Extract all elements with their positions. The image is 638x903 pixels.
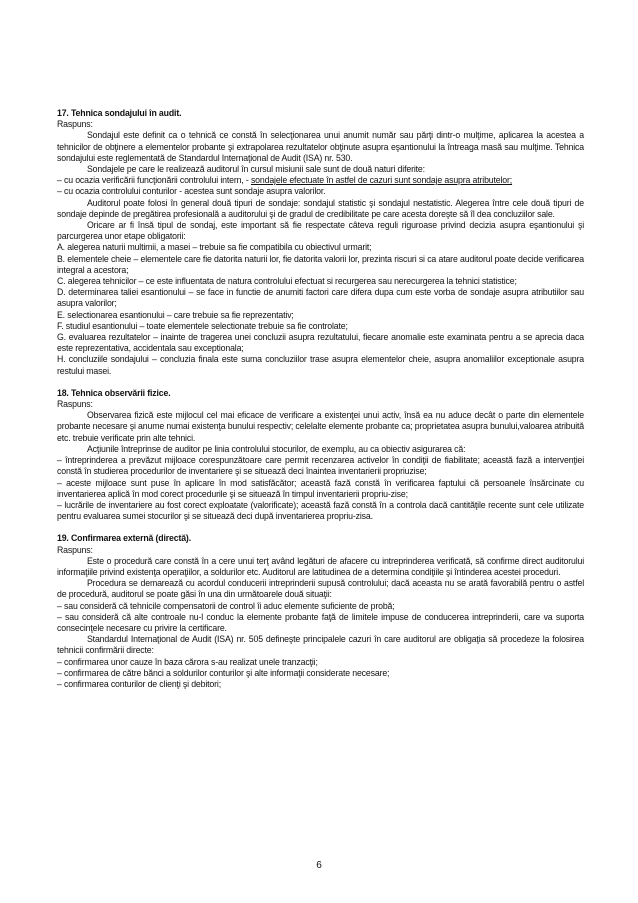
section-19-paragraph-1: Este o procedură care constă în a cere unui terţ având legături de afacere cu intreprinderea verificată, să confirme direct auditorului informaţiile privind existenţa operaţiilor, a soldurilor etc. Auditorul are latitudinea de a determina condiţiile şi întinderea acestei proceduri. <box>57 555 584 577</box>
section-19-title: 19. Confirmarea externă (directă). <box>57 533 191 544</box>
section-19-answer-label: Raspuns: <box>57 544 93 555</box>
section-17-item-f: F. studiul esantionului – toate elementele selectionate trebuie sa fie controlate; <box>57 320 348 331</box>
section-17-underlined-text: sondajele efectuate în astfel de cazuri sunt sondaje asupra atributelor; <box>250 175 513 186</box>
section-18-paragraph-1: Observarea fizică este mijlocul cel mai eficace de verificare a existenţei unui activ, însă ea nu aduce decât o parte din elementele probante necesare şi anume numai existenţa bunului respectiv; celelalte elemente probante ca; proprietatea asupra bunului,valoarea atribuită etc. trebuie verificate prin alte tehnici. <box>57 410 584 443</box>
section-spacer <box>57 522 584 533</box>
section-19-paragraph-5: Standardul Internaţional de Audit (ISA) nr. 505 defineşte principalele cazuri în care auditorul are obligaţia să procedeze la folosirea tehnicii confirmării directe: <box>57 634 584 656</box>
section-17-item-h: H. concluziile sondajului – concluzia finala este suma concluziilor trase asupra elementelor cheie, asupra anomaliilor exceptionale asupra restului masei. <box>57 354 584 376</box>
section-17-paragraph-2: Sondajele pe care le realizează auditorul în cursul misiunii sale sunt de două naturi diferite: <box>87 164 425 175</box>
section-spacer <box>57 377 584 388</box>
section-17-item-c: C. alegerea tehnicilor – ce este influentata de natura controlului efectuat si recurgerea sau nerecurgerea la tehnici statistice; <box>57 276 517 287</box>
section-17-item-b: B. elementele cheie – elementele care fie datorita naturii lor, fie datorita valorii lor, prezinta riscuri si ca atare auditorul poate decide verificarea integral a acestora; <box>57 253 584 275</box>
section-17-paragraph-1: Sondajul este definit ca o tehnică ce constă în selecţionarea unui anumit număr sau părţi dintr-o mulţime, aplicarea la acestea a tehnicilor de obţinere a elementelor probante şi extrapolarea rezultatelor obţinute asupra eşantionului la întreaga masă sau mulţime. Tehnica sondajului este reglementată de Standardul Internaţional de Audit (ISA) nr. 530. <box>57 130 584 163</box>
section-19-paragraph-8: – confirmarea conturilor de clienţi şi debitori; <box>57 678 221 689</box>
section-18-paragraph-2: Acţiunile întreprinse de auditor pe linia controlului stocurilor, de exemplu, au ca obiectiv asigurarea că: <box>87 443 466 454</box>
section-17-item-e: E. selectionarea esantionului – care trebuie sa fie reprezentativ; <box>57 309 294 320</box>
section-19-paragraph-4: – sau consideră că alte controale nu-l conduc la elemente probante faţă de limitele impuse de conducerea intreprinderii, care va suporta consecinţele necesare cu privire la certificare. <box>57 611 584 633</box>
section-17-item-g: G. evaluarea rezultatelor – inainte de tragerea unei concluzii asupra rezultatului, fiecare anomalie este examinata pentru a se aprecia daca este reprezentativa, accidentala sau exceptionala; <box>57 332 584 354</box>
section-17-item-a: A. alegerea naturii multimii, a masei – trebuie sa fie compatibila cu obiectivul urmarit; <box>57 242 372 253</box>
section-17-answer-label: Raspuns: <box>57 119 93 130</box>
section-18-paragraph-4: – aceste mijloace sunt puse în aplicare în mod satisfăcător; această fază constă în verificarea faptului că persoanele însărcinate cu inventarierea aplică în mod corect procedurile şi se situează în timpul inventarierii propriu-zise; <box>57 477 584 499</box>
section-17-paragraph-4: – cu ocazia controlului conturilor - acestea sunt sondaje asupra valorilor. <box>57 186 326 197</box>
section-17-title: 17. Tehnica sondajului în audit. <box>57 108 182 118</box>
section-18-paragraph-3: – întreprinderea a prevăzut mijloace corespunzătoare care permit recenzarea activelor în condiţii de fiabilitate; această fază a intervenţiei constă în studierea procedurilor de inventariere şi se situează deci înaintea inventarierii propriuzise; <box>57 455 584 477</box>
section-19-paragraph-6: – confirmarea unor cauze în baza cărora s-au realizat unele tranzacţii; <box>57 656 318 667</box>
section-17-item-d: D. determinarea taliei esantionului – se face in functie de anumiti factori care difera dupa cum este vorba de sondaje asupra atributiilor sau asupra valorilor; <box>57 287 584 309</box>
section-19-paragraph-3: – sau consideră că tehnicile compensatorii de control îi aduc elemente suficiente de probă; <box>57 600 395 611</box>
page-number: 6 <box>316 860 322 871</box>
section-17-paragraph-3-text: – cu ocazia verificării funcţionării controlului intern, - <box>57 175 251 186</box>
section-17-paragraph-6: Oricare ar fi însă tipul de sondaj, este important să fie respectate câteva reguli riguroase privind decizia asupra eşantionului şi parcurgerea unor etape obligatorii: <box>57 220 584 242</box>
section-17-paragraph-5: Auditorul poate folosi în general două tipuri de sondaje: sondajul statistic şi sondajul nestatistic. Alegerea între cele două tipuri de sondaje depinde de pregătirea profesională a auditorului şi de gradul de credibilitate pe care acesta doreşte să îl dea concluziilor sale. <box>57 197 584 219</box>
section-19-paragraph-7: – confirmarea de către bănci a soldurilor conturilor şi alte informaţii considerate necesare; <box>57 667 390 678</box>
section-18-paragraph-5: – lucrările de inventariere au fost corect exploatate (valorificate); această fază constă în a controla dacă cantităţile recente sunt cele utilizate pentru evaluarea sumei stocurilor şi se situează deci după inventarierea propriu-zisa. <box>57 499 584 522</box>
document-body <box>57 108 584 690</box>
section-18-answer-label: Raspuns: <box>57 399 93 410</box>
section-18-title: 18. Tehnica observării fizice. <box>57 387 171 398</box>
section-19-paragraph-2: Procedura se demarează cu acordul conducerii intreprinderii supusă controlului; dacă aceasta nu se arată favorabilă pentru o astfel de procedură, auditorul se poate găsi în una din următoarele două situaţii: <box>57 578 584 600</box>
section-17-paragraph-3 <box>57 175 584 186</box>
